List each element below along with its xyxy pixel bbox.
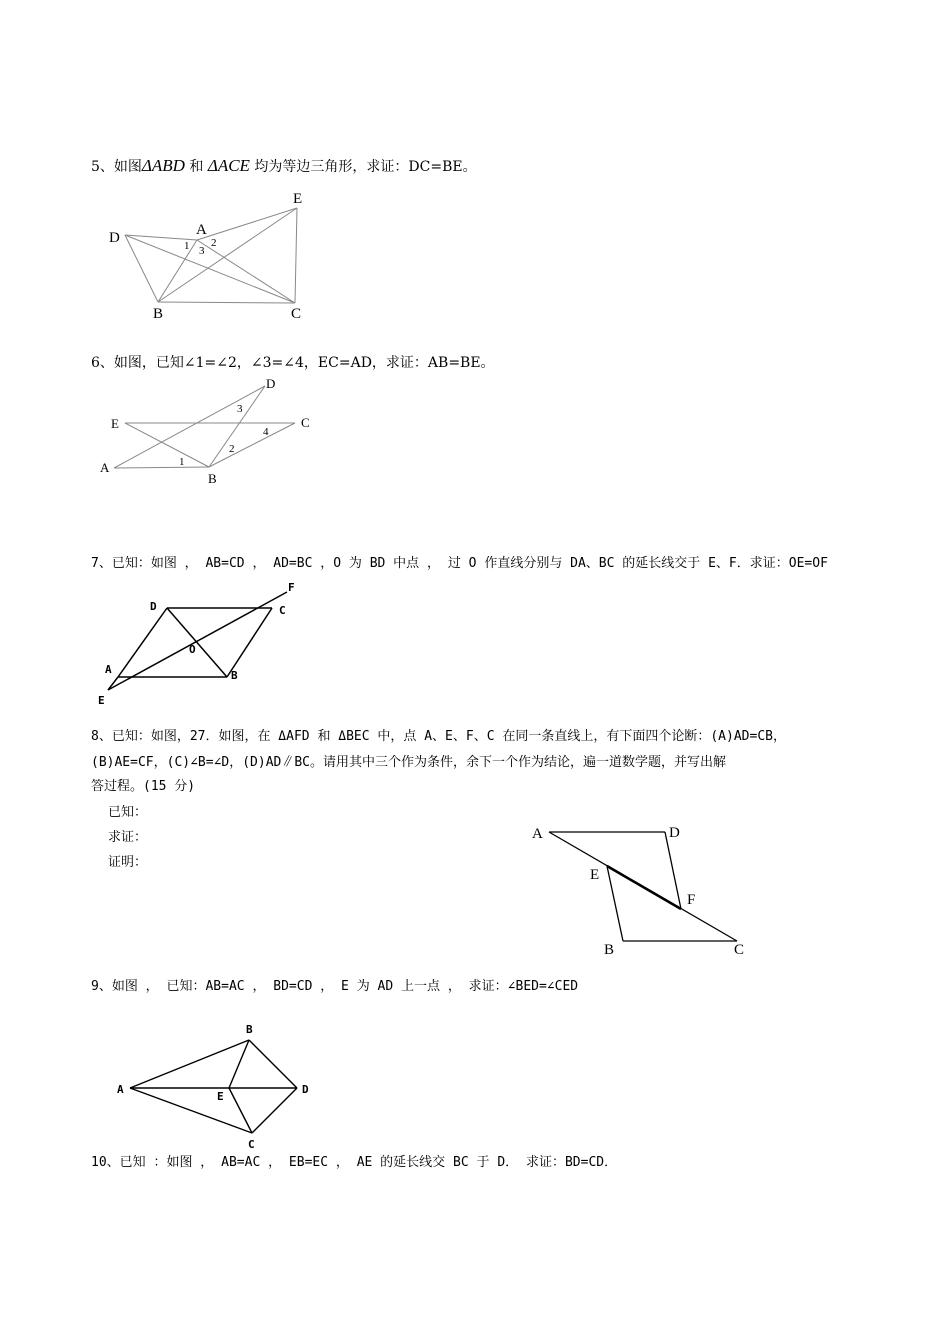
problem-5-suffix: 均为等边三角形，求证：DC=BE。 bbox=[254, 159, 477, 175]
fig7-label-b: B bbox=[231, 669, 238, 682]
triangle-ace: ΔACE bbox=[207, 156, 250, 175]
fig7-label-a: A bbox=[105, 663, 112, 676]
fig6-label-c: C bbox=[301, 415, 310, 430]
fig6-angle-4: 4 bbox=[263, 426, 269, 438]
problem-8-line-2: (B)AE=CF，(C)∠B=∠D，(D)AD∥BC。请用其中三个作为条件，余下一个作为结论，遍一道数学题，并写出解 bbox=[91, 755, 727, 770]
fig7-label-d: D bbox=[150, 600, 157, 613]
problem-9-statement: 9、如图 ， 已知：AB=AC ， BD=CD ， E 为 AD 上一点 ， 求证：∠BED=∠CED bbox=[91, 979, 579, 994]
problem-5-statement bbox=[91, 156, 477, 176]
fig8-label-d: D bbox=[669, 825, 680, 841]
fig7-label-e: E bbox=[98, 694, 105, 707]
problem-5-and: 和 bbox=[189, 159, 204, 175]
fig5-label-a: A bbox=[196, 222, 207, 238]
fig6-label-b: B bbox=[208, 471, 217, 486]
fig8-label-c: C bbox=[734, 942, 745, 958]
fig6-label-e: E bbox=[111, 416, 119, 431]
fig5-angle-1: 1 bbox=[184, 240, 190, 252]
fig8-label-f: F bbox=[687, 892, 696, 908]
problem-8-proof: 证明： bbox=[108, 855, 148, 870]
problem-8-prove: 求证： bbox=[108, 830, 148, 845]
fig8-label-b: B bbox=[604, 942, 615, 958]
fig8-label-e: E bbox=[590, 867, 600, 883]
fig5-label-c: C bbox=[291, 306, 302, 322]
problem-6-statement: 6、如图，已知∠1=∠2，∠3=∠4，EC=AD，求证：AB=BE。 bbox=[91, 355, 495, 371]
fig9-label-b: B bbox=[246, 1023, 253, 1036]
fig9-label-e: E bbox=[217, 1090, 224, 1103]
fig5-label-e: E bbox=[293, 191, 303, 207]
fig6-angle-2: 2 bbox=[229, 443, 235, 455]
triangle-abd: ΔABD bbox=[141, 156, 185, 175]
fig5-angle-2: 2 bbox=[211, 237, 217, 249]
fig6-angle-3: 3 bbox=[237, 403, 243, 415]
fig8-label-a: A bbox=[532, 826, 543, 842]
fig9-label-c: C bbox=[248, 1138, 255, 1151]
fig5-label-b: B bbox=[153, 306, 164, 322]
fig7-label-c: C bbox=[279, 604, 286, 617]
fig9-label-d: D bbox=[302, 1083, 309, 1096]
problem-7-statement: 7、已知：如图 ， AB=CD ， AD=BC ，O 为 BD 中点 ， 过 O 作直线分别与 DA、BC 的延长线交于 E、F．求证：OE=OF bbox=[91, 556, 828, 571]
fig5-angle-3: 3 bbox=[199, 245, 205, 257]
fig6-label-d: D bbox=[266, 376, 276, 391]
fig6-angle-1: 1 bbox=[179, 456, 185, 468]
problem-5-prefix: 5、如图 bbox=[91, 159, 142, 175]
fig5-label-d: D bbox=[109, 230, 120, 246]
fig9-label-a: A bbox=[117, 1083, 124, 1096]
problem-8-given: 已知： bbox=[108, 805, 148, 820]
problem-10-statement: 10、已知 ：如图 ， AB=AC ， EB=EC ， AE 的延长线交 BC 于 D． 求证：BD=CD． bbox=[91, 1155, 618, 1170]
fig7-label-f: F bbox=[288, 581, 295, 594]
fig6-label-a: A bbox=[100, 460, 110, 475]
problem-8-line-3: 答过程。(15 分) bbox=[91, 779, 196, 794]
problem-8-line-1: 8、已知：如图，27．如图，在 ΔAFD 和 ΔBEC 中，点 A、E、F、C 在同一条直线上，有下面四个论断：(A)AD=CB， bbox=[91, 729, 786, 744]
fig7-label-o: O bbox=[189, 643, 196, 656]
